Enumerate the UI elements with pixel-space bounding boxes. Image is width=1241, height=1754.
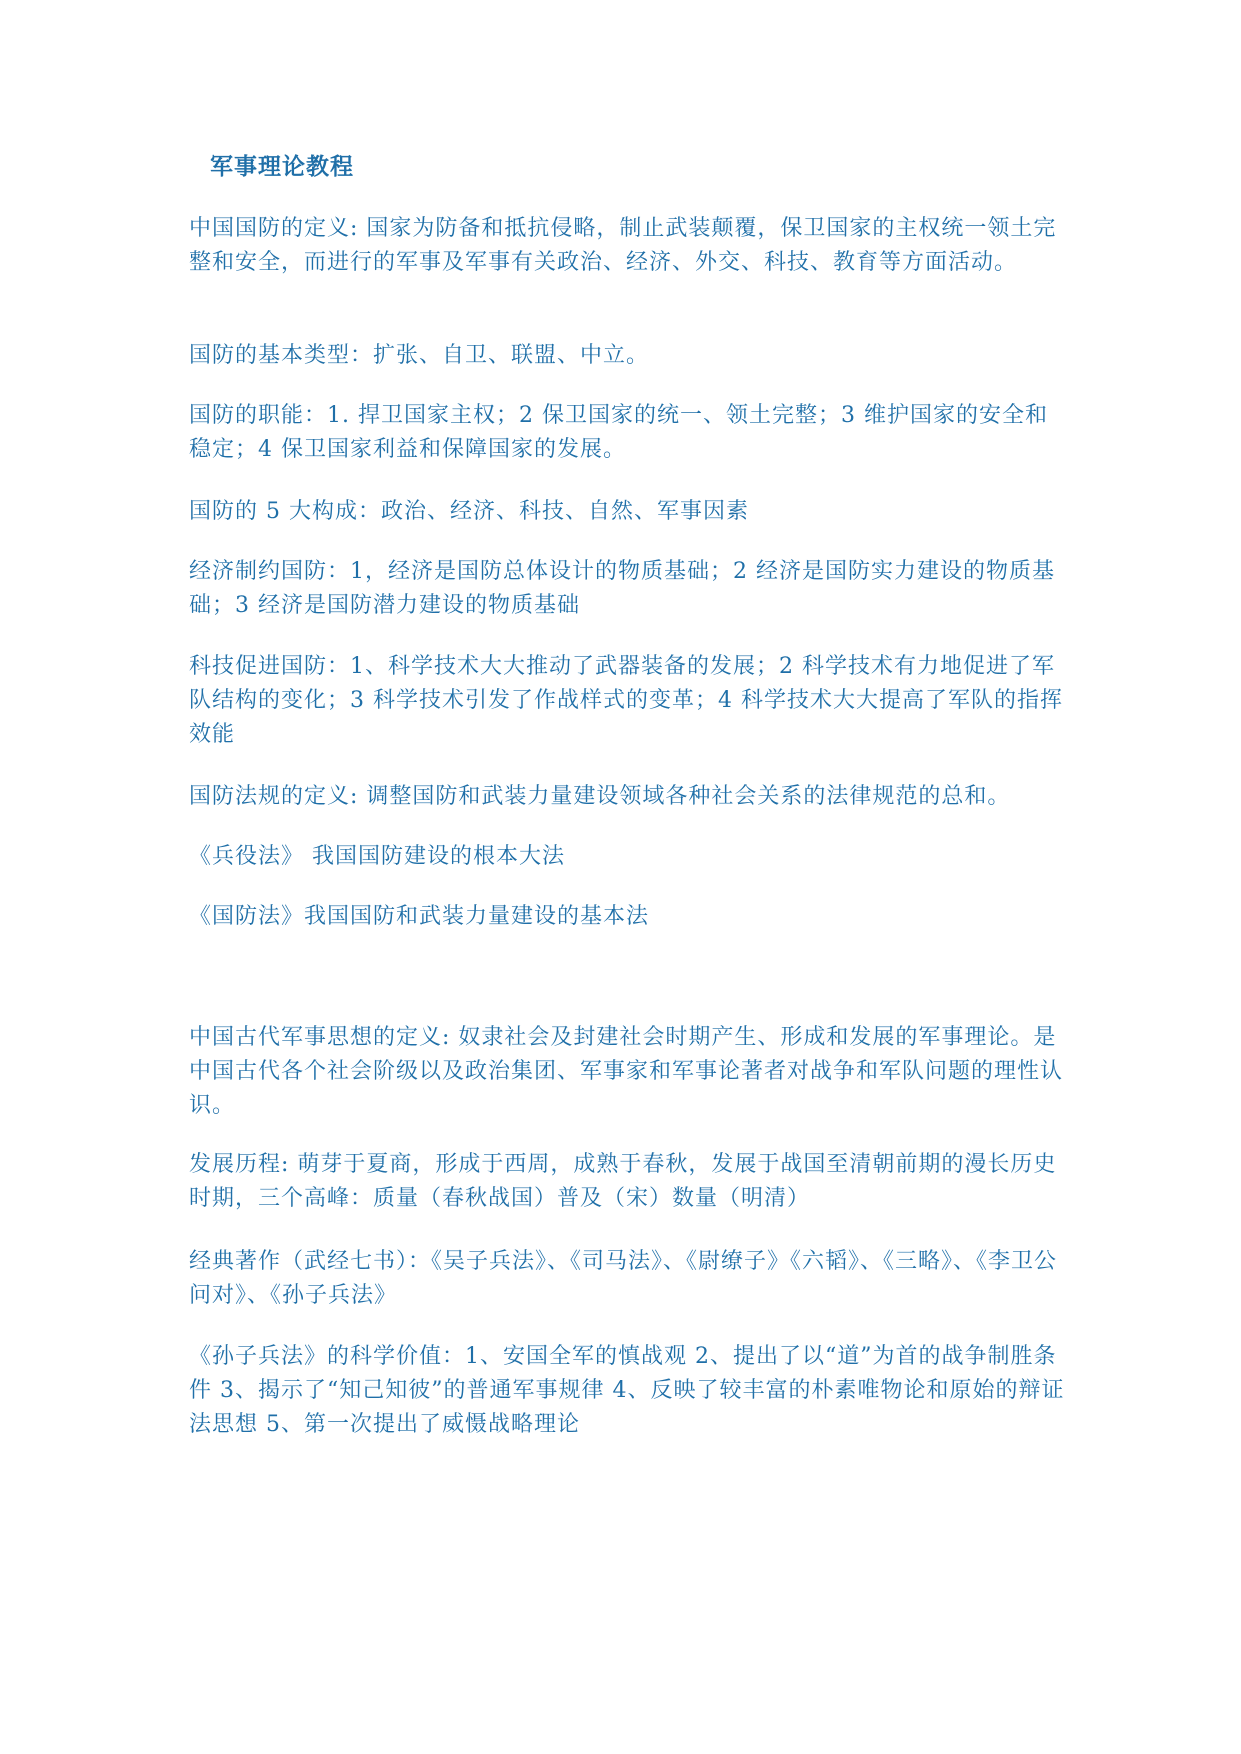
paragraph-sunzi-value: 《孙子兵法》的科学价值：1、安国全军的慎战观 2、提出了以“道”为首的战争制胜条件 3、揭示了“知己知彼”的普通军事规律 4、反映了较丰富的朴素唯物论和原始的辩证法思想 5、第一次提出了威慑战略理论 — [189, 1344, 1065, 1437]
paragraph-technology-defense: 科技促进国防：1、科学技术大大推动了武器装备的发展；2 科学技术有力地促进了军队结构的变化；3 科学技术引发了作战样式的变革；4 科学技术大大提高了军队的指挥效能 — [189, 654, 1063, 747]
paragraph-economy-defense: 经济制约国防：1，经济是国防总体设计的物质基础；2 经济是国防实力建设的物质基础；3 经济是国防潜力建设的物质基础 — [189, 559, 1055, 618]
paragraph-defense-law-definition: 国防法规的定义: 调整国防和武装力量建设领域各种社会关系的法律规范的总和。 — [189, 784, 1011, 809]
paragraph-national-defense-law: 《国防法》我国国防和武装力量建设的基本法 — [189, 904, 650, 929]
paragraph-development-history: 发展历程: 萌芽于夏商，形成于西周，成熟于春秋，发展于战国至清朝前期的漫长历史时期，三个高峰：质量（春秋战国）普及（宋）数量（明清） — [189, 1152, 1057, 1211]
paragraph-defense-types: 国防的基本类型：扩张、自卫、联盟、中立。 — [189, 343, 650, 368]
document-title: 军事理论教程 — [210, 153, 354, 180]
paragraph-defense-components: 国防的 5 大构成：政治、经济、科技、自然、军事因素 — [189, 499, 749, 524]
paragraph-military-service-law: 《兵役法》 我国国防建设的根本大法 — [189, 844, 565, 869]
paragraph-defense-definition: 中国国防的定义: 国家为防备和抵抗侵略，制止武装颠覆，保卫国家的主权统一领土完整和安全，而进行的军事及军事有关政治、经济、外交、科技、教育等方面活动。 — [189, 216, 1057, 275]
paragraph-classic-works: 经典著作（武经七书）：《吴子兵法》、《司马法》、《尉缭子》《六韬》、《三略》、《李卫公问对》、《孙子兵法》 — [189, 1249, 1058, 1308]
paragraph-ancient-military-thought: 中国古代军事思想的定义: 奴隶社会及封建社会时期产生、形成和发展的军事理论。是中国古代各个社会阶级以及政治集团、军事家和军事论著者对战争和军队问题的理性认识。 — [189, 1025, 1064, 1118]
paragraph-defense-functions: 国防的职能：1. 捍卫国家主权；2 保卫国家的统一、领土完整；3 维护国家的安全和稳定；4 保卫国家利益和保障国家的发展。 — [189, 403, 1048, 462]
